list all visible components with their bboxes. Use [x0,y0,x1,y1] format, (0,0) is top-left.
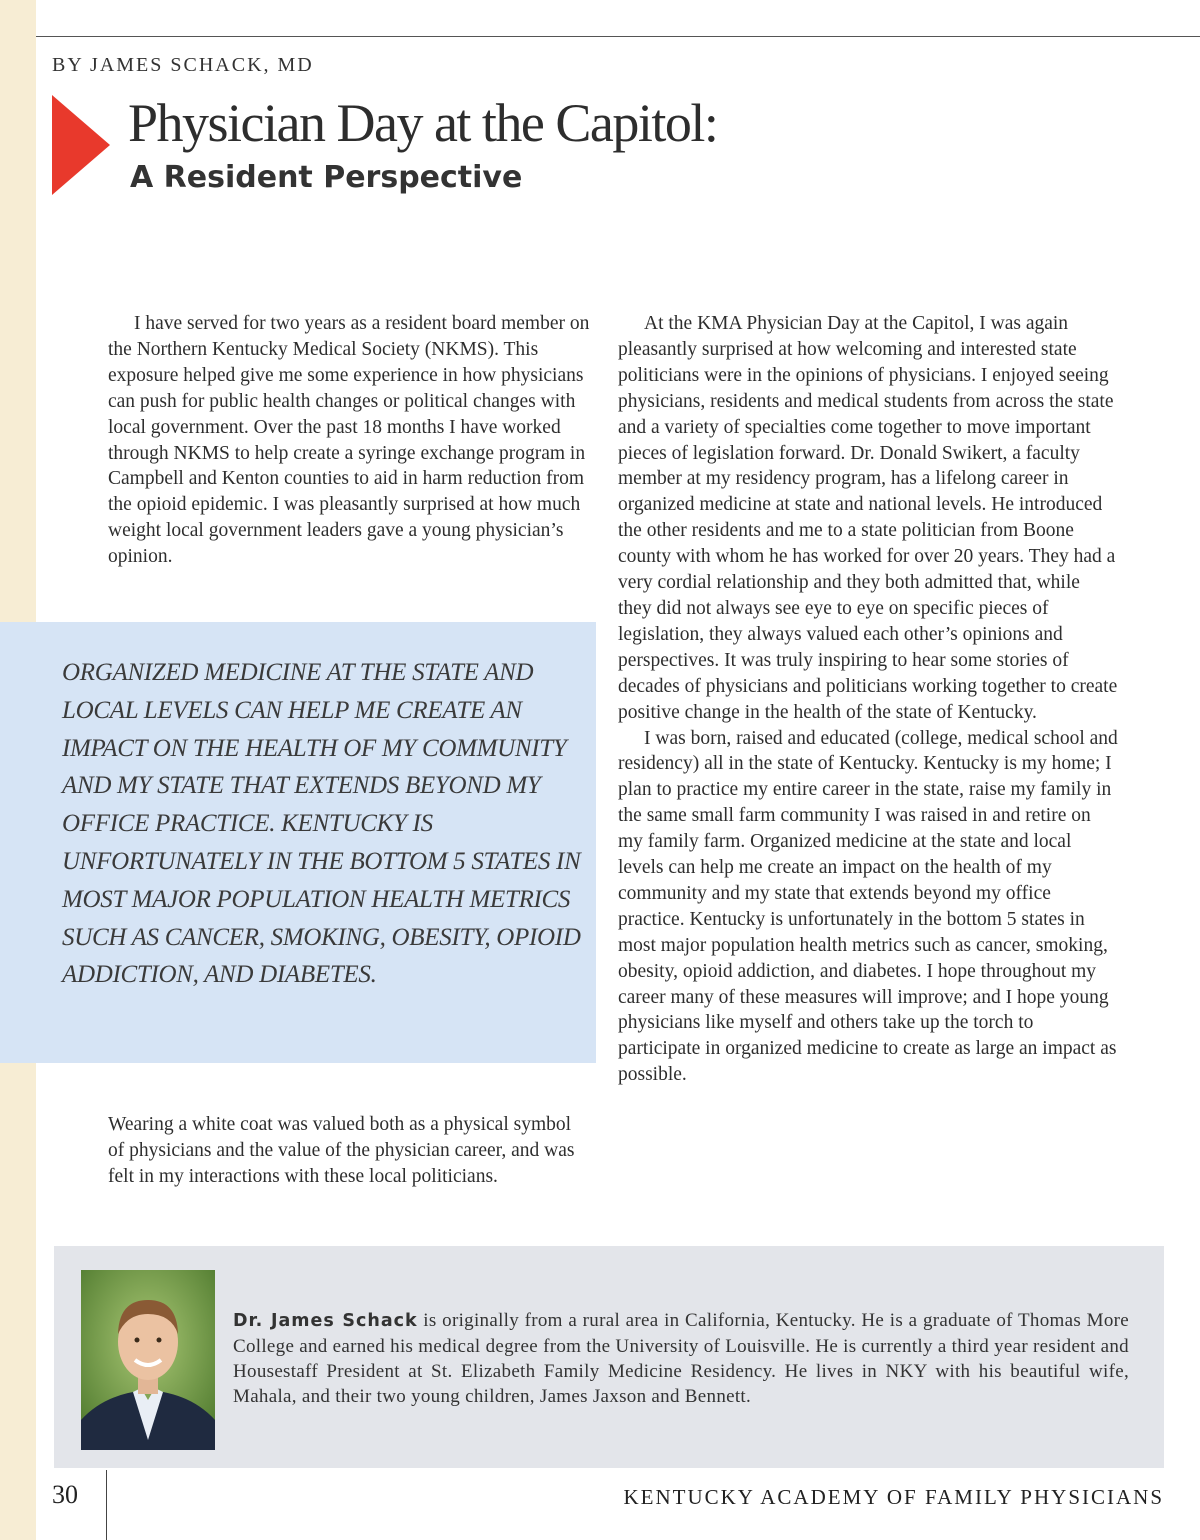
body-paragraph: I have served for two years as a resident board member on the Northern Kentucky Medical Society (NKMS). This exposure helped give me some experience in how physicians can push for public health changes or political changes with local government. Over the past 18 months I have worked through NKMS to help create a syringe exchange program in Campbell and Kenton counties to aid in harm reduction from the opioid epidemic. I was pleasantly surprised at how much weight local government leaders gave a young physician’s opinion. [108,313,590,568]
left-column-top [108,311,598,570]
left-column-bottom [108,1112,588,1190]
publication-name: KENTUCKY ACADEMY OF FAMILY PHYSICIANS [623,1485,1164,1509]
body-paragraph: Wearing a white coat was valued both as a physical symbol of physicians and the value of the physician career, and was felt in my interactions with these local politicians. [108,1114,575,1187]
author-name: Dr. James Schack [233,1311,418,1331]
page-number: 30 [52,1480,78,1509]
top-rule [36,36,1200,37]
body-paragraph: At the KMA Physician Day at the Capitol, I was again pleasantly surprised at how welcoming and interested state politicians were in the opinions of physicians. I enjoyed seeing physicians, residents and medical students from across the state and a variety of specialties come together to move important pieces of legislation forward. Dr. Donald Swikert, a faculty member at my residency program, has a lifelong career in organized medicine at state and national levels. He introduced the other residents and me to a state politician from Boone county with whom he has worked for over 20 years. They had a very cordial relationship and they both admitted that, while they did not always see eye to eye on specific pieces of legislation, they always valued each other’s opinions and perspectives. It was truly inspiring to hear some stories of decades of physicians and politicians working together to create positive change in the health of the state of Kentucky. [618,313,1118,723]
byline: BY JAMES SCHACK, MD [52,54,314,76]
article-title: Physician Day at the Capitol: [128,93,718,153]
author-photo [81,1270,215,1450]
article-subtitle: A Resident Perspective [130,160,523,195]
pull-quote: ORGANIZED MEDICINE AT THE STATE AND LOCAL LEVELS CAN HELP ME CREATE AN IMPACT ON THE HEALTH OF MY COMMUNITY AND MY STATE THAT EXTENDS BEYOND MY OFFICE PRACTICE. KENTUCKY IS UNFORTUNATELY IN THE BOTTOM 5 STATES IN MOST MAJOR POPULATION HEALTH METRICS SUCH AS CANCER, SMOKING, OBESITY, OPIOID ADDICTION, AND DIABETES. [62,659,581,989]
right-column [618,311,1118,1088]
author-bio [233,1308,1129,1409]
red-arrow-icon [52,95,110,195]
footer-divider [106,1470,107,1540]
author-bio-text: is originally from a rural area in California, Kentucky. He is a graduate of Thomas More College and earned his medical degree from the University of Louisville. He is currently a third year resident and Housestaff President at St. Elizabeth Family Medicine Residency. He lives in NKY with his beautiful wife, Mahala, and their two young children, James Jaxson and Bennett. [233,1310,1129,1407]
body-paragraph: I was born, raised and educated (college, medical school and residency) all in the state of Kentucky. Kentucky is my home; I plan to practice my entire career in the state, raise my family in the same small farm community I was raised in and retire on my family farm. Organized medicine at the state and local levels can help me create an impact on the health of my community and my state that extends beyond my office practice. Kentucky is unfortunately in the bottom 5 states in most major population health metrics such as cancer, smoking, obesity, opioid addiction, and diabetes. I hope throughout my career many of these measures will improve; and I hope young physicians like myself and others take up the torch to participate in organized medicine to create as large an impact as possible. [618,727,1118,1086]
